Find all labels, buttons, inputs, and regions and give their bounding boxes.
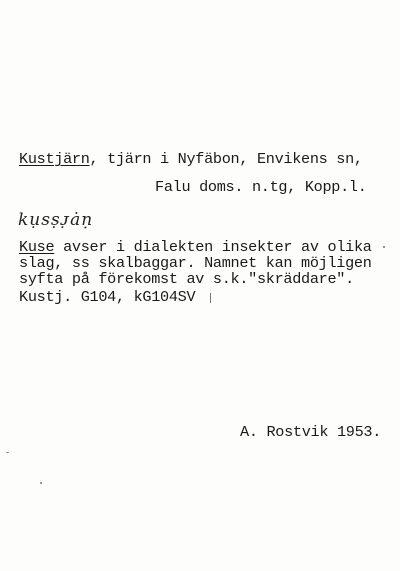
jurisdiction-line: Falu doms. n.tg, Kopp.l. bbox=[155, 178, 367, 196]
signature: A. Rostvik 1953. bbox=[240, 423, 382, 441]
paper-speck bbox=[40, 482, 42, 484]
body-line-2: slag, ss skalbaggar. Namnet kan möjligen bbox=[19, 254, 372, 272]
body-keyword: Kuse bbox=[19, 238, 55, 256]
body-line-3: syfta på förekomst av s.k."skräddare". bbox=[19, 270, 354, 288]
phonetic-transcription: kụsṣᴊ̣ȧṇ bbox=[18, 210, 94, 230]
header-location: , tjärn i Nyfäbon, Envikens sn, bbox=[89, 150, 363, 168]
entry-header-line bbox=[19, 152, 363, 167]
paper-speck bbox=[383, 246, 385, 248]
paper-speck bbox=[6, 452, 9, 453]
body-line-1 bbox=[19, 240, 372, 255]
body-line-1-text: avser i dialekten insekter av olika bbox=[54, 238, 372, 256]
paper-mark bbox=[210, 293, 211, 303]
headword: Kustjärn bbox=[19, 150, 90, 168]
reference-line: Kustj. G104, kG104SV bbox=[19, 288, 196, 306]
